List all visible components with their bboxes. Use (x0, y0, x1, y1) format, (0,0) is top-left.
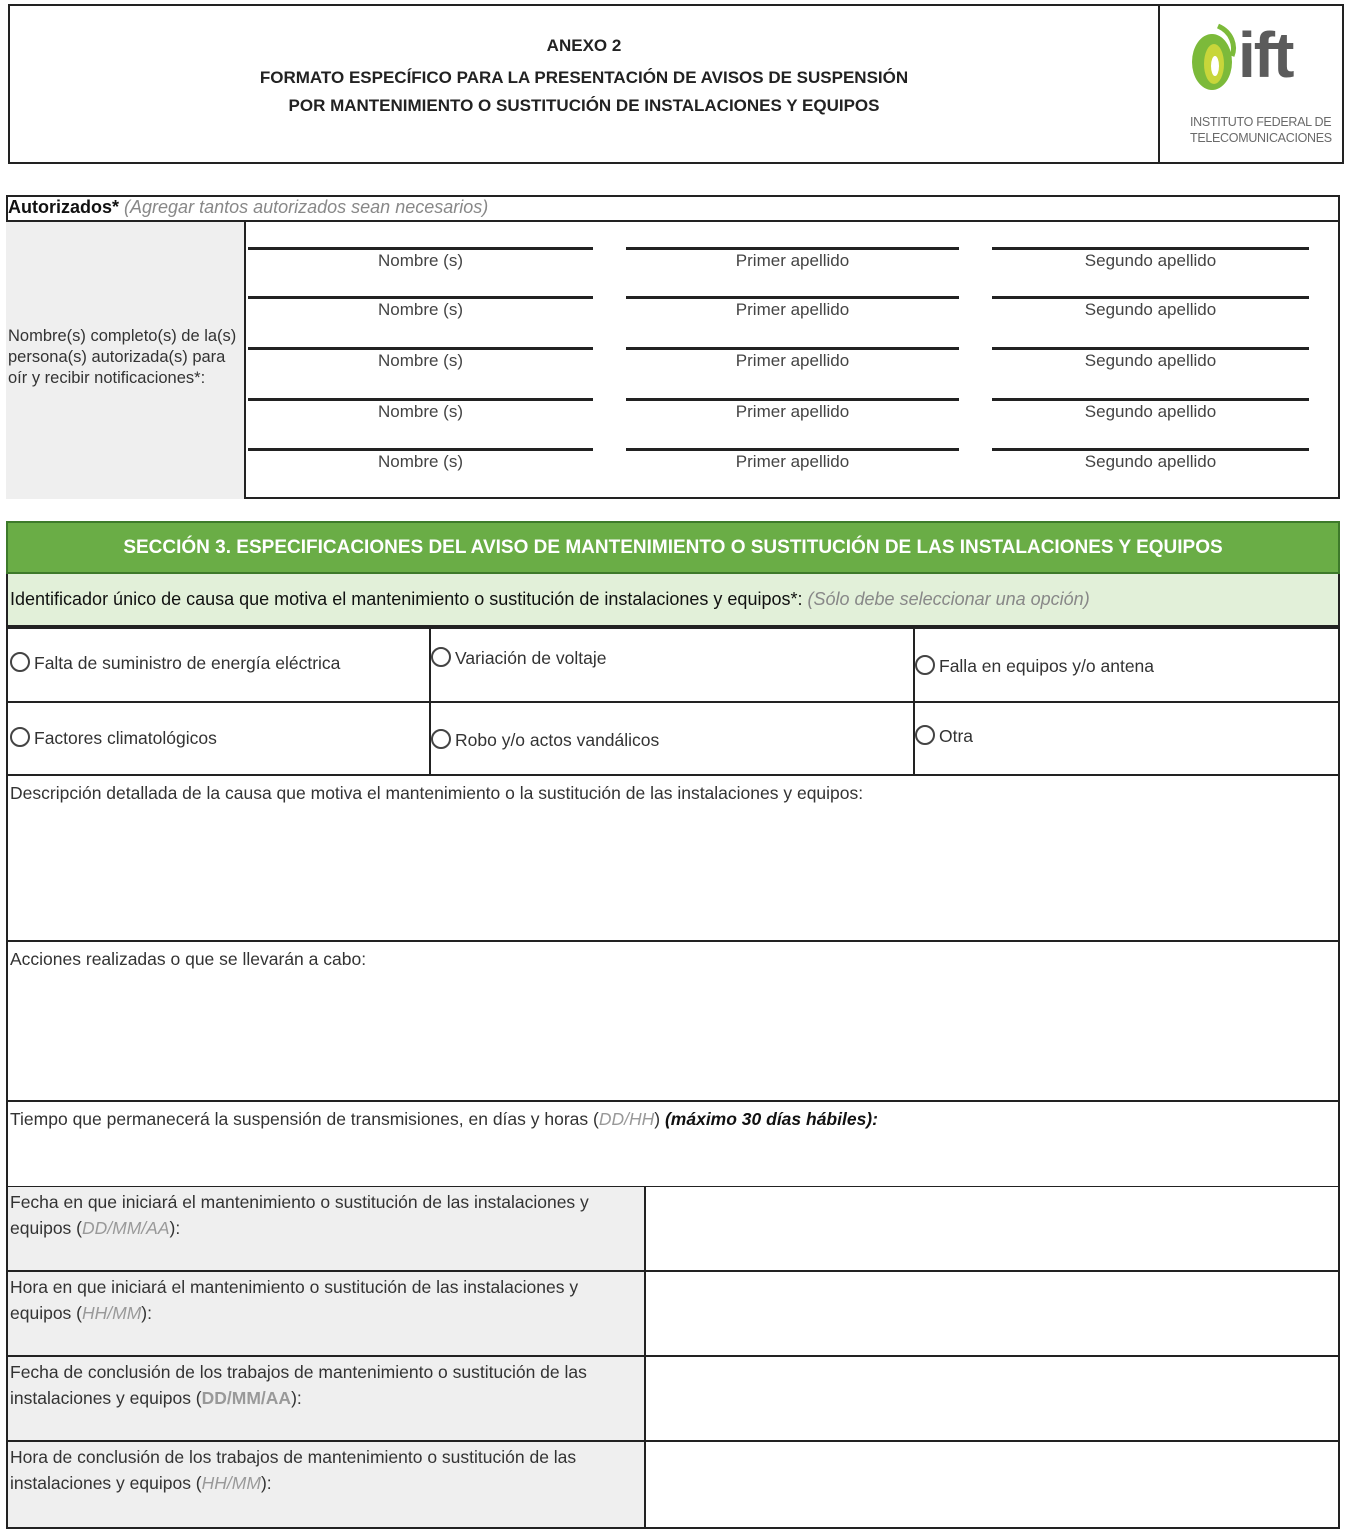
fecha-conclusion-input[interactable] (644, 1357, 1340, 1442)
signature-line (248, 347, 593, 350)
radio-icon[interactable] (10, 727, 30, 747)
hora-conclusion-label: Hora de conclusión de los trabajos de mantenimiento o sustitución de las instalaciones y equipos (HH/MM): (6, 1442, 646, 1529)
fecha-inicio-input[interactable] (644, 1187, 1340, 1272)
autorizados-heading: Autorizados* (Agregar tantos autorizados sean necesarios) (6, 195, 1340, 222)
option-falla-equipos[interactable]: Falla en equipos y/o antena (915, 655, 1154, 677)
signature-line (992, 347, 1309, 350)
signature-line (248, 398, 593, 401)
radio-icon[interactable] (431, 647, 451, 667)
fecha-conclusion-label: Fecha de conclusión de los trabajos de mantenimiento o sustitución de las instalaciones y equipos (DD/MM/AA): (6, 1357, 646, 1442)
autorizado-nombre-input[interactable]: Nombre (s) (377, 402, 463, 421)
logo-subtitle: INSTITUTO FEDERAL DE TELECOMUNICACIONES (1190, 115, 1332, 145)
autorizado-nombre-input[interactable]: Nombre (s) (377, 251, 463, 270)
hora-conclusion-input[interactable] (644, 1442, 1340, 1529)
radio-icon[interactable] (915, 655, 935, 675)
option-factores-climatologicos[interactable]: Factores climatológicos (10, 727, 217, 749)
option-otra[interactable]: Otra (915, 725, 973, 747)
title-line-1: FORMATO ESPECÍFICO PARA LA PRESENTACIÓN DE AVISOS DE SUSPENSIÓN (259, 68, 909, 87)
autorizado-segundo-input[interactable]: Segundo apellido (1084, 251, 1217, 270)
autorizado-primer-input[interactable]: Primer apellido (735, 452, 850, 471)
option-falta-energia[interactable]: Falta de suministro de energía eléctrica (10, 651, 390, 675)
signature-line (992, 247, 1309, 250)
signature-line (626, 347, 959, 350)
autorizado-primer-input[interactable]: Primer apellido (735, 402, 850, 421)
section-3-header: SECCIÓN 3. ESPECIFICACIONES DEL AVISO DE MANTENIMIENTO O SUSTITUCIÓN DE LAS INSTALACIONES Y EQUIPOS (6, 521, 1340, 574)
annex-label: ANEXO 2 (546, 36, 622, 55)
tiempo-field[interactable]: Tiempo que permanecerá la suspensión de transmisiones, en días y horas (DD/HH) (máximo 30 días hábiles): (6, 1102, 1340, 1188)
autorizado-nombre-input[interactable]: Nombre (s) (377, 300, 463, 319)
fecha-inicio-label: Fecha en que iniciará el mantenimiento o sustitución de las instalaciones y equipos (DD/MM/AA): (6, 1187, 646, 1272)
autorizado-segundo-input[interactable]: Segundo apellido (1084, 402, 1217, 421)
autorizado-nombre-input[interactable]: Nombre (s) (377, 351, 463, 370)
autorizado-segundo-input[interactable]: Segundo apellido (1084, 452, 1217, 471)
ift-logo (1158, 4, 1344, 164)
page-title (8, 4, 1160, 164)
signature-line (248, 247, 593, 250)
radio-icon[interactable] (10, 652, 30, 672)
acciones-field[interactable]: Acciones realizadas o que se llevarán a cabo: (6, 942, 1340, 1102)
autorizados-label: Nombre(s) completo(s) de la(s) persona(s) autorizada(s) para oír y recibir notificaciones*: (6, 222, 246, 499)
descripcion-field[interactable]: Descripción detallada de la causa que motiva el mantenimiento o la sustitución de las instalaciones y equipos: (6, 776, 1340, 942)
autorizado-nombre-input[interactable]: Nombre (s) (377, 452, 463, 471)
hora-inicio-label: Hora en que iniciará el mantenimiento o sustitución de las instalaciones y equipos (HH/MM): (6, 1272, 646, 1357)
option-variacion-voltaje[interactable]: Variación de voltaje (431, 647, 606, 669)
signature-line (626, 398, 959, 401)
hora-inicio-input[interactable] (644, 1272, 1340, 1357)
signature-line (992, 398, 1309, 401)
ift-leaf-icon (1188, 22, 1240, 94)
signature-line (626, 296, 959, 299)
signature-line (992, 448, 1309, 451)
autorizado-primer-input[interactable]: Primer apellido (735, 351, 850, 370)
cause-options-grid (6, 627, 1340, 776)
autorizados-hint: (Agregar tantos autorizados sean necesarios) (124, 197, 489, 217)
autorizado-segundo-input[interactable]: Segundo apellido (1084, 351, 1217, 370)
signature-line (248, 296, 593, 299)
option-robo-vandalicos[interactable]: Robo y/o actos vandálicos (431, 729, 659, 751)
autorizado-primer-input[interactable]: Primer apellido (735, 251, 850, 270)
radio-icon[interactable] (915, 725, 935, 745)
signature-line (248, 448, 593, 451)
signature-line (626, 448, 959, 451)
logo-text: ift (1238, 19, 1293, 91)
radio-icon[interactable] (431, 729, 451, 749)
autorizado-segundo-input[interactable]: Segundo apellido (1084, 300, 1217, 319)
signature-line (992, 296, 1309, 299)
autorizado-primer-input[interactable]: Primer apellido (735, 300, 850, 319)
identificador-label: Identificador único de causa que motiva el mantenimiento o sustitución de instalaciones y equipos*: (Sólo debe seleccionar una opción) (6, 574, 1340, 627)
identificador-hint: (Sólo debe seleccionar una opción) (807, 589, 1090, 609)
title-line-2: POR MANTENIMIENTO O SUSTITUCIÓN DE INSTALACIONES Y EQUIPOS (288, 96, 880, 115)
signature-line (626, 247, 959, 250)
